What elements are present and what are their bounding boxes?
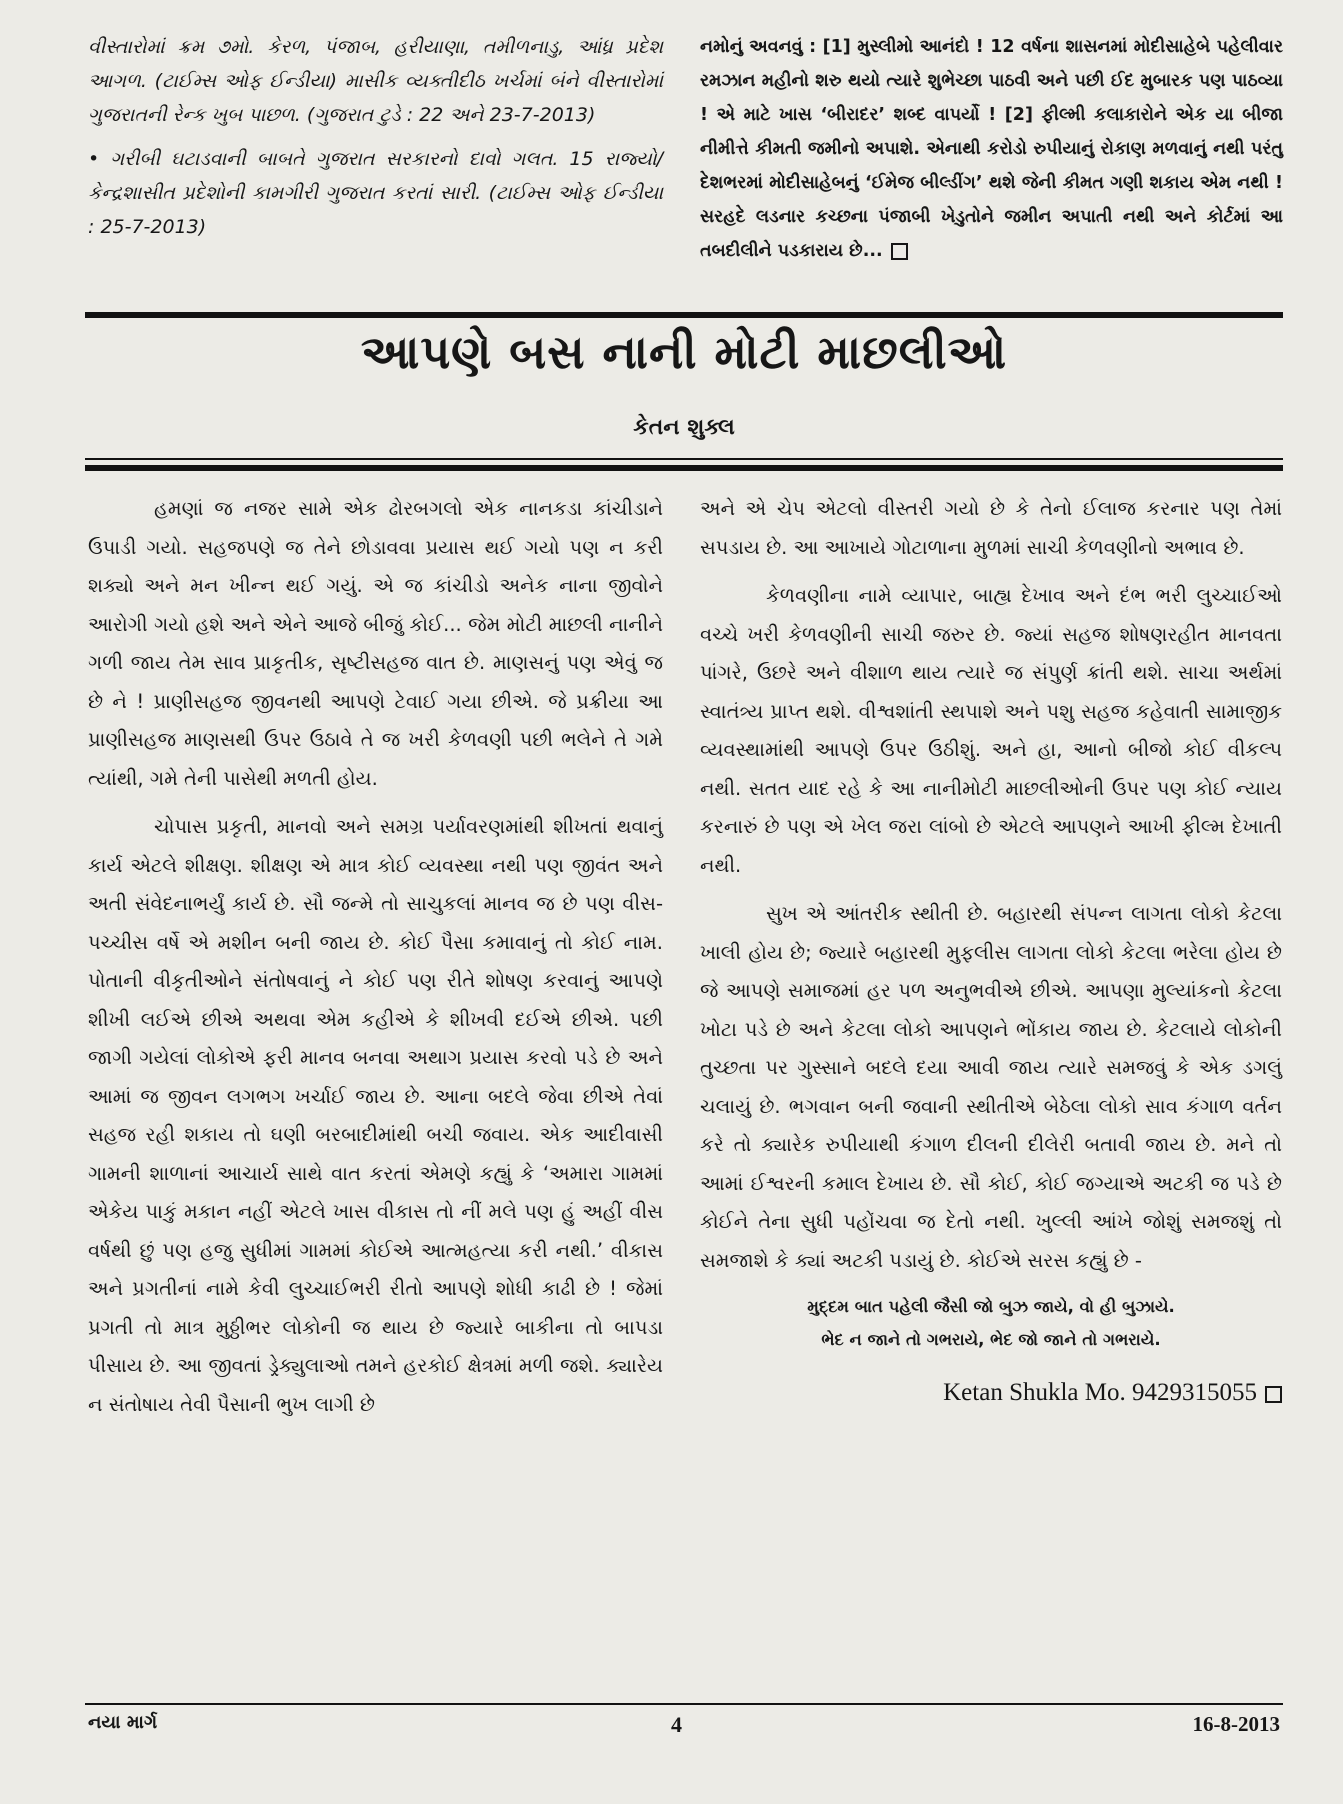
previous-article-paragraph: વીસ્તારોમાં ક્રમ ૭મો. કેરળ, પંજાબ, હરીયાણા, તમીળનાડુ, આંધ્ર પ્રદેશ આગળ. (ટાઈમ્સ ઓફ ઈન્ડીયા) માસીક વ્યક્તીદીઠ ખર્ચમાં બંને વીસ્તારોમાં ગુજરાતની રેન્ક ખુબ પાછળ. (ગુજરાત ટુડે : 22 અને 23-7-2013) xyxy=(88,36,663,126)
namo-news-text: નમોનું અવનવું : [1] મુસ્લીમો આનંદો ! 12 વર્ષના શાસનમાં મોદીસાહેબે પહેલીવાર રમઝાન મહીનો શરુ થયો ત્યારે શુભેચ્છા પાઠવી અને પછી ઈદ મુબારક પણ પાઠવ્યા ! એ માટે ખાસ ‘બીરાદર’ શબ્દ વાપર્યો ! [2] ફીલ્મી કલાકારોને એક યા બીજા નીમીત્તે કીમતી જમીનો અપાશે. એનાથી કરોડો રુપીયાનું રોકાણ મળવાનું નથી પરંતુ દેશભરમાં મોદીસાહેબનું ‘ઈમેજ બીલ્ડીંગ’ થશે જેની કીમત ગણી શકાય એમ નથી ! સરહદે લડનાર કચ્છના પંજાબી ખેડુતોને જમીન અપાતી નથી અને કોર્ટમાં આ તબદીલીને પડકારાય છે... xyxy=(700,37,1283,261)
article-paragraph: કેળવણીના નામે વ્યાપાર, બાહ્ય દેખાવ અને દંભ ભરી લુચ્ચાઈઓ વચ્ચે ખરી કેળવણીની સાચી જરુર છે. જ્યાં સહજ શોષણરહીત માનવતા પાંગરે, ઉછરે અને વીશાળ થાય ત્યારે જ સંપુર્ણ ક્રાંતી થશે. સાચા અર્થમાં સ્વાતંત્ર્ય પ્રાપ્ત થશે. વીશ્વશાંતી સ્થપાશે અને પશુ સહજ કહેવાતી સામાજીક વ્યવસ્થામાંથી આપણે ઉપર ઉઠીશું. અને હા, આનો બીજો કોઈ વીકલ્પ નથી. સતત યાદ રહે કે આ નાનીમોટી માછલીઓની ઉપર પણ કોઈ ન્યાય કરનારું છે પણ એ ખેલ જરા લાંબો છે એટલે આપણને આખી ફીલ્મ દેખાતી નથી. xyxy=(700,584,1282,877)
previous-article-paragraph: • ગરીબી ઘટાડવાની બાબતે ગુજરાત સરકારનો દાવો ગલત. 15 રાજ્યો/કેન્દ્રશાસીત પ્રદેશોની કામગીરી ગુજરાત કરતાં સારી. (ટાઈમ્સ ઓફ ઈન્ડીયા : 25-7-2013) xyxy=(88,148,663,238)
title-divider-thick xyxy=(85,465,1283,471)
couplet-line: ભેદ ન જાને તો ગભરાયે, ભેદ જો જાને તો ગભરાયે. xyxy=(821,1330,1161,1349)
signature-text: Ketan Shukla Mo. 9429315055 xyxy=(943,1379,1257,1406)
article-title: આપણે બસ નાની મોટી માછલીઓ xyxy=(360,325,1008,379)
previous-article-section xyxy=(88,30,1283,305)
article-paragraph: ચોપાસ પ્રકૃતી, માનવો અને સમગ્ર પર્યાવરણમાંથી શીખતાં થવાનું કાર્ય એટલે શીક્ષણ. શીક્ષણ એ માત્ર કોઈ વ્યવસ્થા નથી પણ જીવંત અને અતી સંવેદનાભર્યું કાર્ય છે. સૌ જન્મે તો સાચુકલાં માનવ જ છે પણ વીસ-પચ્ચીસ વર્ષે એ મશીન બની જાય છે. કોઈ પૈસા કમાવાનું તો કોઈ નામ. પોતાની વીકૃતીઓને સંતોષવાનું ને કોઈ પણ રીતે શોષણ કરવાનું આપણે શીખી લઈએ છીએ અથવા એમ કહીએ કે શીખવી દઈએ છીએ. પછી જાગી ગયેલાં લોકોએ ફરી માનવ બનવા અથાગ પ્રયાસ કરવો પડે છે અને આમાં જ જીવન લગભગ ખર્ચાઈ જાય છે. આના બદલે જેવા છીએ તેવાં સહજ રહી શકાય તો ઘણી બરબાદીમાંથી બચી જવાય. એક આદીવાસી ગામની શાળાનાં આચાર્ય સાથે વાત કરતાં એમણે કહ્યું કે ‘અમારા ગામમાં એકેય પાકું મકાન નહીં એટલે ખાસ વીકાસ તો નીં મલે પણ હું અહીં વીસ વર્ષથી છું પણ હજુ સુધીમાં ગામમાં કોઈએ આત્મહત્યા કરી નથી.’ વીકાસ અને પ્રગતીનાં નામે કેવી લુચ્ચાઈભરી રીતો આપણે શોધી કાઢી છે ! જેમાં પ્રગતી તો માત્ર મુઠ્ઠીભર લોકોની જ થાય છે જ્યારે બાકીના તો બાપડા પીસાય છે. આ જીવતાં ડ્રેક્યુલાઓ તમને હરકોઈ ક્ષેત્રમાં મળી જશે. ક્યારેય ન સંતોષાય તેવી પૈસાની ભુખ લાગી છે xyxy=(88,815,663,1416)
previous-article-right-column xyxy=(700,30,1283,268)
article-paragraph: સુખ એ આંતરીક સ્થીતી છે. બહારથી સંપન્ન લાગતા લોકો કેટલા ખાલી હોય છે; જ્યારે બહારથી મુફલીસ લાગતા લોકો કેટલા ભરેલા હોય છે જે આપણે સમાજમાં હર પળ અનુભવીએ છીએ. આપણા મુલ્યાંકનો કેટલા ખોટા પડે છે અને કેટલા લોકો આપણને ભોંકાય જાય છે. કેટલાયે લોકોની તુચ્છતા પર ગુસ્સાને બદલે દયા આવી જાય ત્યારે સમજવું કે એક ડગલું ચલાયું છે. ભગવાન બની જવાની સ્થીતીએ બેઠેલા લોકો સાવ કંગાળ વર્તન કરે તો ક્યારેક રુપીયાથી કંગાળ દીલની દીલેરી બતાવી જાય છે. મને તો આમાં ઈશ્વરની કમાલ દેખાય છે. સૌ કોઈ, કોઈ જગ્યાએ અટકી જ પડે છે કોઈને તેના સુધી પહોંચવા જ દેતો નથી. ખુલ્લી આંખે જોશું સમજશું તો સમજાશે કે ક્યાં અટકી પડાયું છે. કોઈએ સરસ કહ્યું છે - xyxy=(700,902,1283,1272)
closing-couplet xyxy=(700,1290,1282,1356)
end-mark-icon xyxy=(891,243,908,260)
page-number: 4 xyxy=(671,1712,682,1737)
footer-divider xyxy=(85,1703,1283,1705)
article-right-column xyxy=(700,490,1282,1410)
couplet-line: મુદ્દમ બાત પહેલી જૈસી જો બુઝ જાયે, વો હી બુઝાયે. xyxy=(807,1297,1175,1316)
article-paragraph: અને એ ચેપ એટલો વીસ્તરી ગયો છે કે તેનો ઈલાજ કરનાર પણ તેમાં સપડાય છે. આ આખાયે ગોટાળાના મુળમાં સાચી કેળવણીનો અભાવ છે. xyxy=(700,497,1282,559)
issue-date: 16-8-2013 xyxy=(1192,1712,1280,1736)
publication-name: નયા માર્ગ xyxy=(88,1712,158,1733)
namo-news-paragraph xyxy=(700,30,1283,268)
section-divider xyxy=(85,312,1283,318)
author-signature xyxy=(700,1376,1282,1410)
article-author: કેતન શુક્લ xyxy=(633,415,735,440)
article-paragraph: હમણાં જ નજર સામે એક ઢોરબગલો એક નાનકડા કાંચીડાને ઉપાડી ગયો. સહજપણે જ તેને છોડાવવા પ્રયાસ થઈ ગયો પણ ન કરી શક્યો અને મન ખીન્ન થઈ ગયું. એ જ કાંચીડો અનેક નાના જીવોને આરોગી ગયો હશે અને એને આજે બીજું કોઈ... જેમ મોટી માછલી નાનીને ગળી જાય તેમ સાવ પ્રાકૃતીક, સૃષ્ટીસહજ વાત છે. માણસનું પણ એવું જ છે ને ! પ્રાણીસહજ જીવનથી આપણે ટેવાઈ ગયા છીએ. જે પ્રક્રીયા આ પ્રાણીસહજ માણસથી ઉપર ઉઠાવે તે જ ખરી કેળવણી પછી ભલેને તે ગમે ત્યાંથી, ગમે તેની પાસેથી મળતી હોય. xyxy=(88,497,663,790)
page-footer xyxy=(88,1712,1280,1742)
article-left-column xyxy=(88,490,663,1434)
previous-article-left-column xyxy=(88,30,663,254)
end-mark-icon xyxy=(1265,1386,1282,1403)
title-divider xyxy=(85,458,1283,460)
